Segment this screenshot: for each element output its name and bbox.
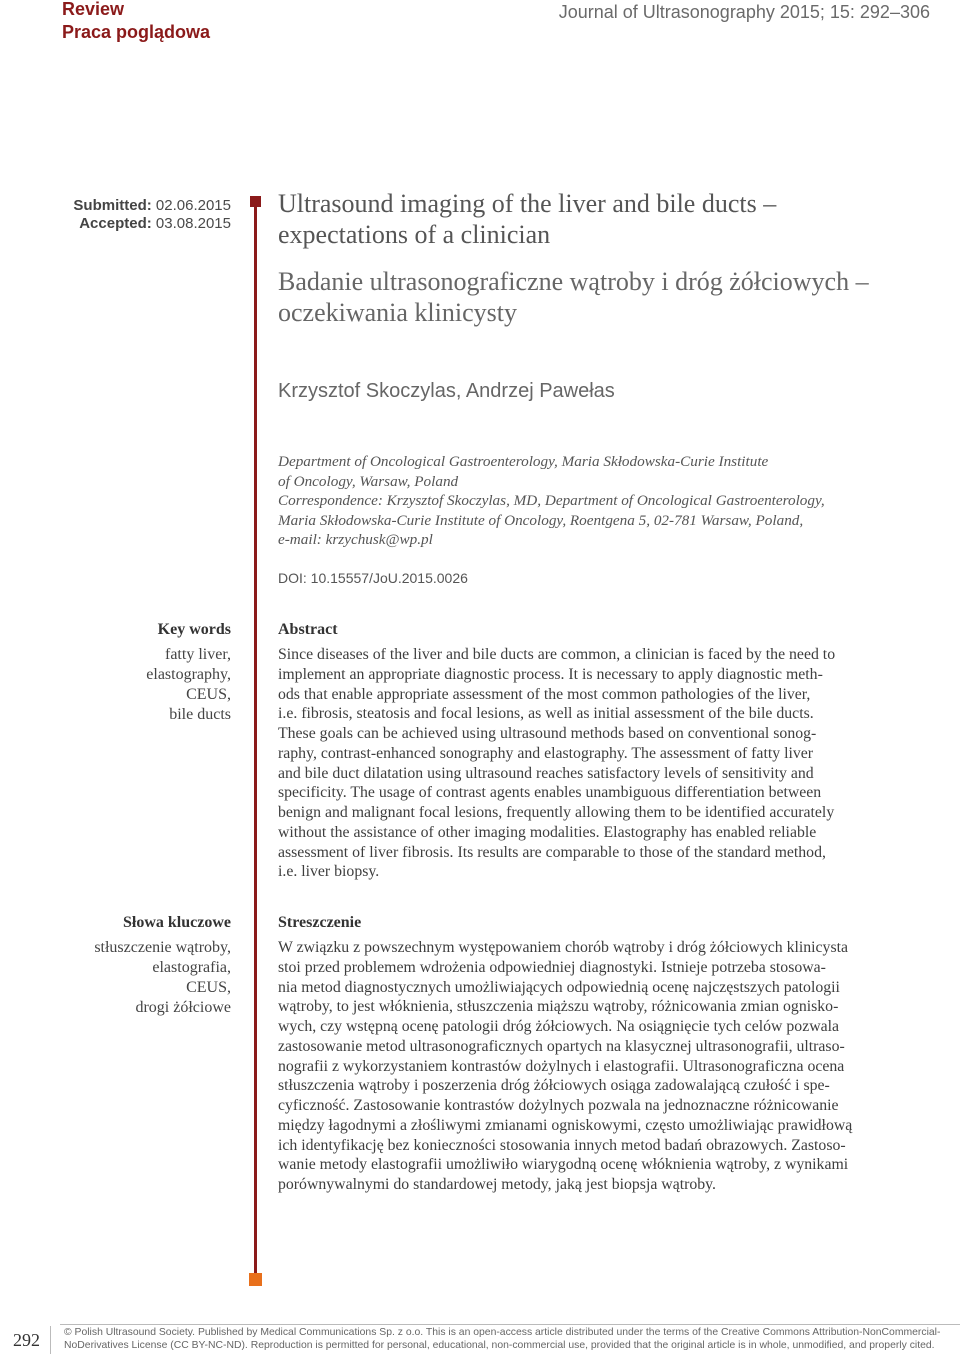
license-notice: © Polish Ultrasound Society. Published by Medical Communications Sp. z o.o. This is an open-access article distributed under the terms of the Creative Commons Attribution-NonCommercial- NoDerivatives License (CC BY-NC-ND). Reproduction is permitted for personal, educational, non-commercial use, provided that the original article is in whole, unmodified, and properly cited. (64, 1327, 941, 1351)
page-number: 292 (13, 1330, 40, 1350)
keywords-heading-pl: Słowa kluczowe (123, 914, 231, 931)
article-type-pl: Praca poglądowa (62, 22, 211, 42)
abstract-body-pl: W związku z powszechnym występowaniem chorób wątroby i dróg żółciowych klinicysta stoi przed problemem wdrożenia odpowiedniej diagnostyki. Istnieje potrzeba stosowa- nia metod diagnostycznych umożliwiających odpowiednią ocenę najczęstszych patologii wątroby, to jest włóknienia, stłuszczenia miąższu wątroby, różnicowania zmian ognisko- wych, czy wstępną ocenę patologii dróg żółciowych. Na osiągnięcie tych celów pozwala zastosowanie metod ultrasonograficznych opartych na klasycznej ultrasonografii, ultraso- nografii z wykorzystaniem kontrastów dożylnych i elastografii. Ultrasonograficzna ocena stłuszczenia wątroby i poszerzenia dróg żółciowych osiąga zadowalającą czułość i spe- cyficzność. Zastosowanie kontrastów dożylnych pozwala na jednoznaczne różnicowanie między łagodnymi a złośliwymi zmianami ogniskowymi, często umożliwiając prawidłową ich identyfikację bez konieczności stosowania innych metod badań obrazowych. Zastoso- wanie metody elastografii umożliwiło wiarygodną ocenę włóknienia wątroby, z wynikami porównywalnymi do standardowej metody, jaką jest biopsja wątroby. (278, 939, 853, 1193)
authors: Krzysztof Skoczylas, Andrzej Pawełas (278, 380, 615, 402)
keyword-item: bile ducts (169, 706, 231, 723)
vertical-rule-bottom-marker (249, 1273, 262, 1286)
abstract-heading-pl: Streszczenie (278, 914, 362, 931)
article-type-en: Review (62, 0, 125, 19)
keyword-item: CEUS, (186, 686, 231, 703)
keyword-item: CEUS, (186, 979, 231, 996)
submission-dates (73, 197, 231, 233)
abstract-heading-en: Abstract (278, 621, 338, 638)
affiliation: Department of Oncological Gastroenterology, Maria Skłodowska-Curie Institute of Oncology, Warsaw, Poland Correspondence: Krzysztof Skoczylas, MD, Department of Oncological Gastroenterology, Maria Skłodowska-Curie Institute of Oncology, Roentgena 5, 02-781 Warsaw, Poland, e-mail: krzychusk@wp.pl (278, 452, 958, 550)
footer-separator (50, 1326, 51, 1354)
submitted-date: Submitted: 02.06.2015 (73, 197, 231, 214)
doi: DOI: 10.15557/JoU.2015.0026 (278, 570, 468, 586)
keywords-list-en (63, 645, 231, 725)
keywords-heading-en: Key words (157, 621, 231, 638)
abstract-body-en: Since diseases of the liver and bile ducts are common, a clinician is faced by the need to implement an appropriate diagnostic process. It is necessary to apply diagnostic meth- ods that enable appropriate assessment of the most common pathologies of the liver, i.e. fibrosis, steatosis and focal lesions, as well as initial assessment of the bile ducts. These goals can be achieved using ultrasound methods based on conventional sonog- raphy, contrast-enhanced sonography and elastography. The assessment of fatty liver and bile duct dilatation using ultrasound reaches satisfactory levels of sensitivity and specificity. The usage of contrast agents enables unambiguous differentiation between benign and malignant focal lesions, frequently allowing them to be identified accurately without the assistance of other imaging modalities. Elastography has enabled reliable assessment of liver fibrosis. Its results are comparable to those of the standard method, i.e. liver biopsy. (278, 646, 836, 881)
keyword-item: drogi żółciowe (135, 999, 231, 1016)
keyword-item: elastography, (146, 666, 231, 683)
keywords-list-pl (63, 938, 231, 1018)
correspondence-email: e-mail: krzychusk@wp.pl (278, 531, 433, 549)
accepted-date: Accepted: 03.08.2015 (79, 215, 231, 232)
footer-divider (60, 1324, 960, 1325)
journal-citation: Journal of Ultrasonography 2015; 15: 292–306 (558, 2, 930, 22)
article-title-pl: Badanie ultrasonograficzne wątroby i dróg żółciowych – oczekiwania klinicysty (278, 267, 869, 327)
vertical-rule-top-marker (250, 196, 261, 207)
keyword-item: fatty liver, (165, 646, 231, 663)
keyword-item: stłuszczenie wątroby, (94, 939, 231, 956)
article-type (62, 0, 210, 44)
keyword-item: elastografia, (152, 959, 231, 976)
vertical-rule (254, 200, 257, 1280)
article-title-en: Ultrasound imaging of the liver and bile ducts – expectations of a clinician (278, 189, 777, 249)
